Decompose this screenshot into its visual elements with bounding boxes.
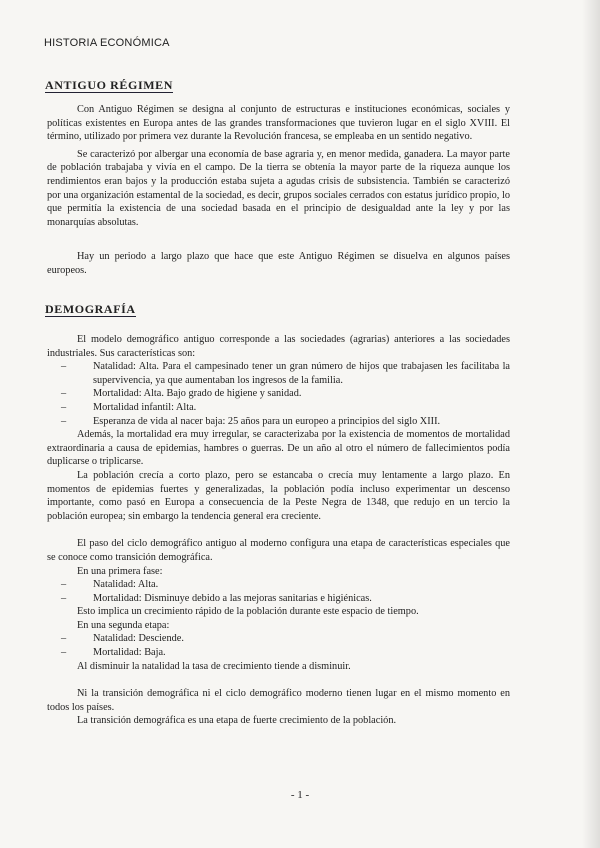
phase-one-list [47, 578, 510, 605]
list-item-text: Esperanza de vida al nacer baja: 25 años para un europeo a principios del siglo XIII. [93, 415, 441, 427]
section-title-demografia [45, 302, 136, 317]
paragraph-dissolution [47, 250, 510, 277]
list-item-text: Mortalidad: Alta. Bajo grado de higiene y sanidad. [93, 388, 302, 400]
list-item [47, 401, 510, 415]
list-item-text: Mortalidad infantil: Alta. [93, 401, 197, 413]
characteristics-list [47, 360, 510, 428]
paragraph-mortality-irregular: Además, la mortalidad era muy irregular, se caracterizaba por la existencia de momentos de mortalidad extraordinaria a causa de epidemias, hambres o guerras. De un año al otro el número de fallecimientos podía duplicarse o triplicarse. [47, 429, 510, 468]
list-dash: – [61, 579, 67, 591]
list-dash: – [61, 401, 67, 413]
section-title-text: ANTIGUO RÉGIMEN [45, 78, 174, 92]
document-header: HISTORIA ECONÓMICA [44, 37, 170, 49]
list-item-text: Mortalidad: Baja. [93, 647, 166, 659]
list-dash: – [61, 388, 67, 400]
phase-two-label: En una segunda etapa: [77, 619, 170, 631]
antiguo-regimen-body [47, 103, 510, 229]
list-item [47, 578, 510, 592]
list-dash: – [61, 647, 67, 659]
list-dash: – [61, 592, 67, 604]
phase-one-label: En una primera fase: [77, 565, 163, 577]
paragraph-transition: El paso del ciclo demográfico antiguo al moderno configura una etapa de características especiales que se conoce como transición demográfica. [47, 538, 510, 563]
phase-two-list [47, 632, 510, 659]
list-item [47, 415, 510, 429]
list-item [47, 360, 510, 387]
paragraph-not-simultaneous: Ni la transición demográfica ni el ciclo demográfico moderno tienen lugar en el mismo momento en todos los países. [47, 688, 510, 713]
list-item [47, 632, 510, 646]
list-item-text: Natalidad: Alta. Para el campesinado tener un gran número de hijos que trabajasen les facilitaba la supervivencia, ya que aumentaban los ingresos de la familia. [93, 361, 510, 386]
paragraph-dissolution-text: Hay un periodo a largo plazo que hace que este Antiguo Régimen se disuelva en algunos países europeos. [47, 251, 510, 276]
list-item [47, 646, 510, 660]
phase-two-result: Al disminuir la natalidad la tasa de crecimiento tiende a disminuir. [77, 660, 351, 672]
section-title-antiguo-regimen [45, 78, 173, 93]
list-item-text: Mortalidad: Disminuye debido a las mejoras sanitarias e higiénicas. [93, 592, 372, 604]
paragraph-conclusion: La transición demográfica es una etapa de fuerte crecimiento de la población. [77, 715, 397, 727]
paragraph-model-intro: El modelo demográfico antiguo corresponde a las sociedades (agrarias) anteriores a las sociedades industriales. Sus características son: [47, 334, 510, 359]
list-item-text: Natalidad: Desciende. [93, 633, 184, 645]
list-dash: – [61, 633, 67, 645]
section-title-text: DEMOGRAFÍA [45, 302, 136, 316]
paragraph-characteristics: Se caracterizó por albergar una economía de base agraria y, en menor medida, ganadera. La mayor parte de población trabajaba y vivía en el campo. De la tierra se obtenía la mayor parte de la riqueza aunque los rendimientos eran bajos y la producción estaba sujeta a agudas crisis de subsistencia. También se caracterizó por una organización estamental de la sociedad, es decir, grupos sociales cerrados con estatus jurídico propio, lo que permitía la existencia de una sociedad basada en el principio de desigualdad ante la ley y por las monarquías absolutas. [47, 148, 510, 228]
list-item [47, 387, 510, 401]
page-number: - 1 - [290, 789, 310, 801]
list-item-text: Natalidad: Alta. [93, 579, 159, 591]
phase-one-result: Esto implica un crecimiento rápido de la población durante este espacio de tiempo. [77, 606, 419, 618]
demografia-body [47, 333, 510, 728]
scan-edge-shadow [582, 0, 600, 848]
list-dash: – [61, 361, 67, 373]
list-dash: – [61, 415, 67, 427]
list-item [47, 592, 510, 606]
paragraph-definition: Con Antiguo Régimen se designa al conjunto de estructuras e instituciones económicas, sociales y políticas existentes en Europa antes de las grandes transformaciones que tuvieron lugar en el siglo XVIII. El término, utilizado por primera vez durante la Revolución francesa, se empleaba en un sentido negativo. [47, 104, 510, 143]
paragraph-population-growth: La población crecía a corto plazo, pero se estancaba o crecía muy lentamente a largo plazo. En momentos de epidemias fuertes y generalizadas, la población podía incluso experimentar un descenso importante, como pasó en Europa a consecuencia de la Peste Negra de 1348, que redujo en un tercio la población europea; sin embargo la tendencia general era creciente. [47, 469, 510, 522]
